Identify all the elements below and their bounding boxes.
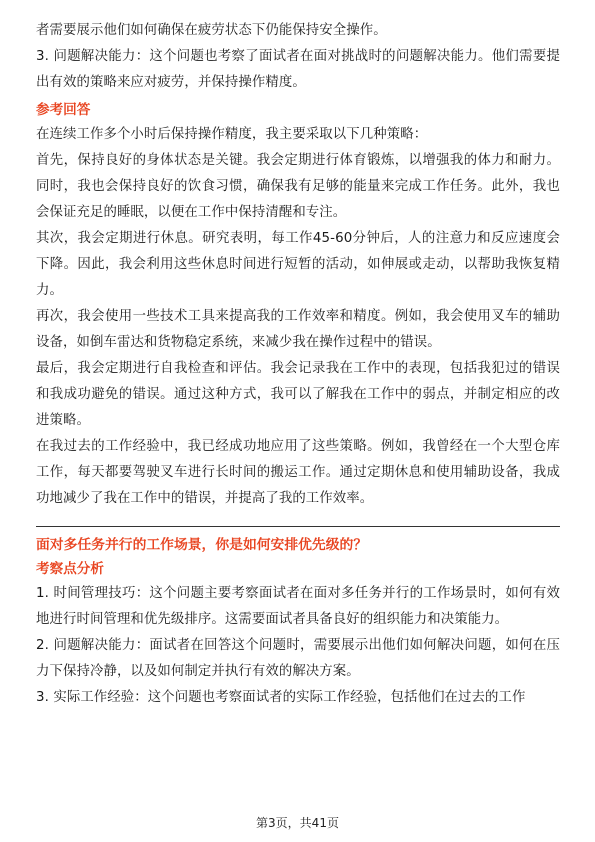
analysis-item-3: 3. 问题解决能力：这个问题也考察了面试者在面对挑战时的问题解决能力。他们需要提出有效的策略来应对疲劳，并保持操作精度。 xyxy=(36,49,560,90)
analysis-item: 1. 时间管理技巧：这个问题主要考察面试者在面对多任务并行的工作场景时，如何有效地进行时间管理和优先级排序。这需要面试者具备良好的组织能力和决策能力。 xyxy=(36,586,560,627)
answer-paragraph: 再次，我会使用一些技术工具来提高我的工作效率和精度。例如，我会使用叉车的辅助设备，如倒车雷达和货物稳定系统，来减少我在操作过程中的错误。 xyxy=(36,309,560,350)
answer-paragraph: 其次，我会定期进行休息。研究表明，每工作45-60分钟后，人的注意力和反应速度会下降。因此，我会利用这些休息时间进行短暂的活动，如伸展或走动，以帮助我恢复精力。 xyxy=(36,231,560,298)
analysis-heading: 考察点分析 xyxy=(36,561,104,577)
section-divider xyxy=(36,526,560,527)
page-number-footer: 第3页，共41页 xyxy=(256,816,339,830)
question-title: 面对多任务并行的工作场景，你是如何安排优先级的？ xyxy=(36,537,368,553)
answer-paragraph: 在我过去的工作经验中，我已经成功地应用了这些策略。例如，我曾经在一个大型仓库工作，每天都要驾驶叉车进行长时间的搬运工作。通过定期休息和使用辅助设备，我成功地减少了我在工作中的错误，并提高了我的工作效率。 xyxy=(36,439,560,506)
answer-paragraph: 首先，保持良好的身体状态是关键。我会定期进行体育锻炼，以增强我的体力和耐力。同时，我也会保持良好的饮食习惯，确保我有足够的能量来完成工作任务。此外，我也会保证充足的睡眠，以便在工作中保持清醒和专注。 xyxy=(36,153,560,220)
continuation-text: 者需要展示他们如何确保在疲劳状态下仍能保持安全操作。 xyxy=(36,23,387,38)
answer-paragraph: 在连续工作多个小时后保持操作精度，我主要采取以下几种策略： xyxy=(36,127,428,142)
answer-paragraph: 最后，我会定期进行自我检查和评估。我会记录我在工作中的表现，包括我犯过的错误和我成功避免的错误。通过这种方式，我可以了解我在工作中的弱点，并制定相应的改进策略。 xyxy=(36,361,560,428)
analysis-item: 3. 实际工作经验：这个问题也考察面试者的实际工作经验，包括他们在过去的工作 xyxy=(36,690,526,705)
reference-answer-heading: 参考回答 xyxy=(36,102,91,118)
analysis-item: 2. 问题解决能力：面试者在回答这个问题时，需要展示出他们如何解决问题，如何在压力下保持冷静，以及如何制定并执行有效的解决方案。 xyxy=(36,638,560,679)
page-content xyxy=(36,18,560,711)
